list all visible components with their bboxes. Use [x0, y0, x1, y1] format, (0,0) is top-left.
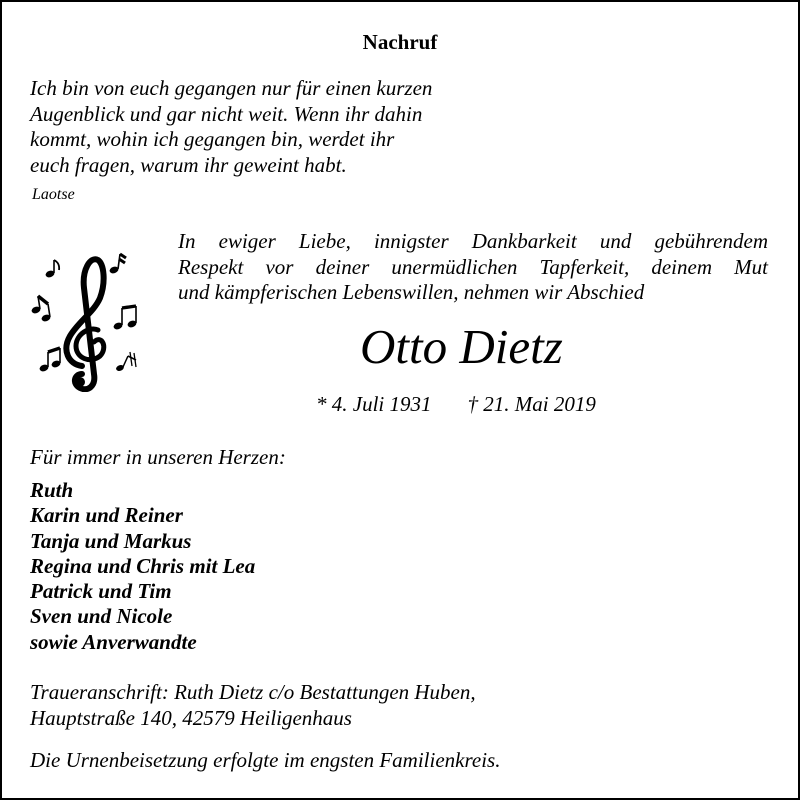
birth-date: * 4. Juli 1931 [316, 392, 432, 416]
mourner-name: sowie Anverwandte [30, 629, 197, 654]
quote-line: Ich bin von euch gegangen nur für einen kurzen [30, 76, 433, 100]
address-line: Hauptstraße 140, 42579 Heiligenhaus [30, 705, 352, 730]
quote-author: Laotse [32, 186, 75, 203]
mourners-intro: Für immer in unseren Herzen: [30, 445, 286, 469]
quote-line: kommt, wohin ich gegangen bin, werdet ihr [30, 127, 395, 151]
address-line: Traueranschrift: Ruth Dietz c/o Bestattungen Huben, [30, 680, 476, 704]
mourning-address [30, 680, 476, 731]
death-date: † 21. Mai 2019 [467, 392, 596, 416]
farewell-text [178, 229, 768, 306]
mourner-name: Ruth [30, 478, 74, 502]
farewell-line: In ewiger Liebe, innigster Dankbarkeit und gebührendem [178, 229, 768, 253]
burial-note: Die Urnenbeisetzung erfolgte im engsten Familienkreis. [30, 748, 501, 772]
farewell-line: Respekt vor deiner unermüdlichen Tapferkeit, deinem Mut [178, 254, 768, 279]
mourner-name: Patrick und Tim [30, 579, 172, 604]
treble-clef-music-notes-icon [24, 246, 154, 392]
life-dates [316, 392, 596, 417]
mourner-name: Tanja und Markus [30, 528, 192, 553]
mourners-list [30, 478, 255, 655]
mourner-name: Sven und Nicole [30, 604, 173, 629]
mourner-name: Karin und Reiner [30, 503, 183, 528]
quote-line: euch fragen, warum ihr geweint habt. [30, 152, 347, 177]
deceased-name: Otto Dietz [360, 319, 563, 374]
quote-line: Augenblick und gar nicht weit. Wenn ihr dahin [30, 101, 423, 126]
mourner-name: Regina und Chris mit Lea [30, 553, 256, 578]
farewell-line: und kämpferischen Lebenswillen, nehmen wir Abschied [178, 280, 645, 304]
notice-heading: Nachruf [362, 30, 438, 54]
quote-block [30, 76, 590, 178]
